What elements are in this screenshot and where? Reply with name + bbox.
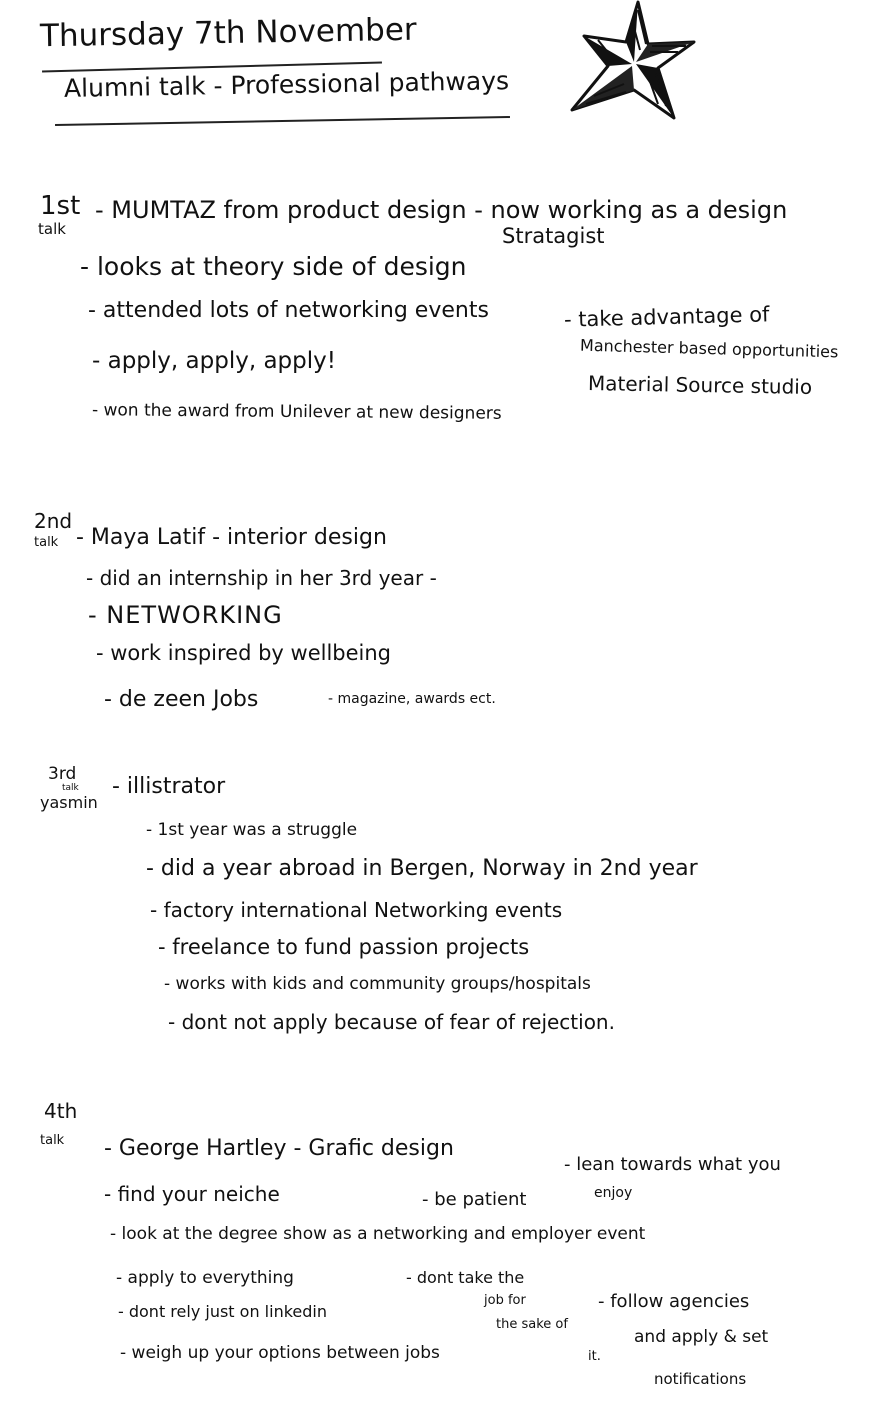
talk2-note-1: - did an internship in her 3rd year -	[86, 566, 437, 590]
talk1-note-6: Material Source studio	[587, 371, 813, 399]
talk4-note-13: notifications	[654, 1370, 747, 1388]
talk1-speaker-cont: Stratagist	[502, 224, 605, 248]
talk4-note-8: job for	[484, 1293, 526, 1308]
talk4-note-12: and apply & set	[634, 1327, 769, 1347]
talk2-note-5: - magazine, awards ect.	[328, 691, 496, 707]
talk4-note-7: - dont take the	[406, 1268, 525, 1287]
talk4-note-5: - look at the degree show as a networking and employer event	[110, 1224, 646, 1244]
talk1-label-num: 1st	[40, 191, 81, 221]
talk-title: Alumni talk - Professional pathways	[63, 66, 510, 103]
talk3-label-num: 3rd	[48, 764, 77, 784]
talk3-note-4: - freelance to fund passion projects	[158, 935, 530, 959]
talk1-label-word: talk	[38, 220, 66, 238]
title-underline	[55, 116, 510, 126]
talk3-note-1: - 1st year was a struggle	[146, 820, 358, 840]
talk4-label-word: talk	[40, 1133, 65, 1148]
talk4-note-4: - be patient	[422, 1189, 527, 1210]
talk1-speaker: - MUMTAZ from product design - now working as a design	[95, 196, 788, 224]
talk3-note-5: - works with kids and community groups/hospitals	[164, 974, 591, 994]
date-heading: Thursday 7th November	[39, 11, 417, 55]
talk3-note-3: - factory international Networking events	[150, 898, 563, 922]
talk1-note-1: - looks at theory side of design	[80, 252, 467, 281]
talk2-note-3: - work inspired by wellbeing	[96, 641, 392, 665]
talk1-note-5: - apply, apply, apply!	[92, 348, 336, 374]
talk3-label-name: yasmin	[40, 793, 98, 812]
star-icon	[566, 0, 698, 125]
talk4-note-1: - lean towards what you	[564, 1154, 781, 1175]
talk2-note-2: - NETWORKING	[88, 601, 283, 629]
talk4-speaker: - George Hartley - Grafic design	[104, 1136, 454, 1161]
talk2-speaker: - Maya Latif - interior design	[76, 525, 387, 550]
talk4-note-14: - dont rely just on linkedin	[118, 1302, 327, 1321]
talk4-note-11: - follow agencies	[598, 1291, 750, 1312]
talk1-note-2: - attended lots of networking events	[88, 298, 489, 323]
talk4-note-15: - weigh up your options between jobs	[120, 1343, 440, 1363]
talk4-note-6: - apply to everything	[116, 1268, 294, 1288]
talk1-note-4: Manchester based opportunities	[579, 335, 839, 362]
talk4-note-2: enjoy	[594, 1185, 633, 1201]
talk1-note-7: - won the award from Unilever at new designers	[91, 400, 502, 424]
talk4-label-num: 4th	[44, 1099, 78, 1123]
talk4-note-9: the sake of	[496, 1317, 568, 1332]
talk3-speaker: - illistrator	[112, 774, 226, 799]
talk3-note-2: - did a year abroad in Bergen, Norway in 2nd year	[146, 856, 698, 881]
talk3-label-word: talk	[62, 783, 79, 793]
talk2-label-word: talk	[34, 535, 59, 550]
talk4-note-3: - find your neiche	[104, 1182, 280, 1206]
talk3-note-6: - dont not apply because of fear of rejection.	[168, 1010, 615, 1034]
talk1-note-3: - take advantage of	[563, 302, 770, 332]
talk2-note-4: - de zeen Jobs	[104, 687, 259, 712]
talk4-note-10: it.	[588, 1349, 601, 1364]
talk2-label-num: 2nd	[34, 509, 73, 533]
